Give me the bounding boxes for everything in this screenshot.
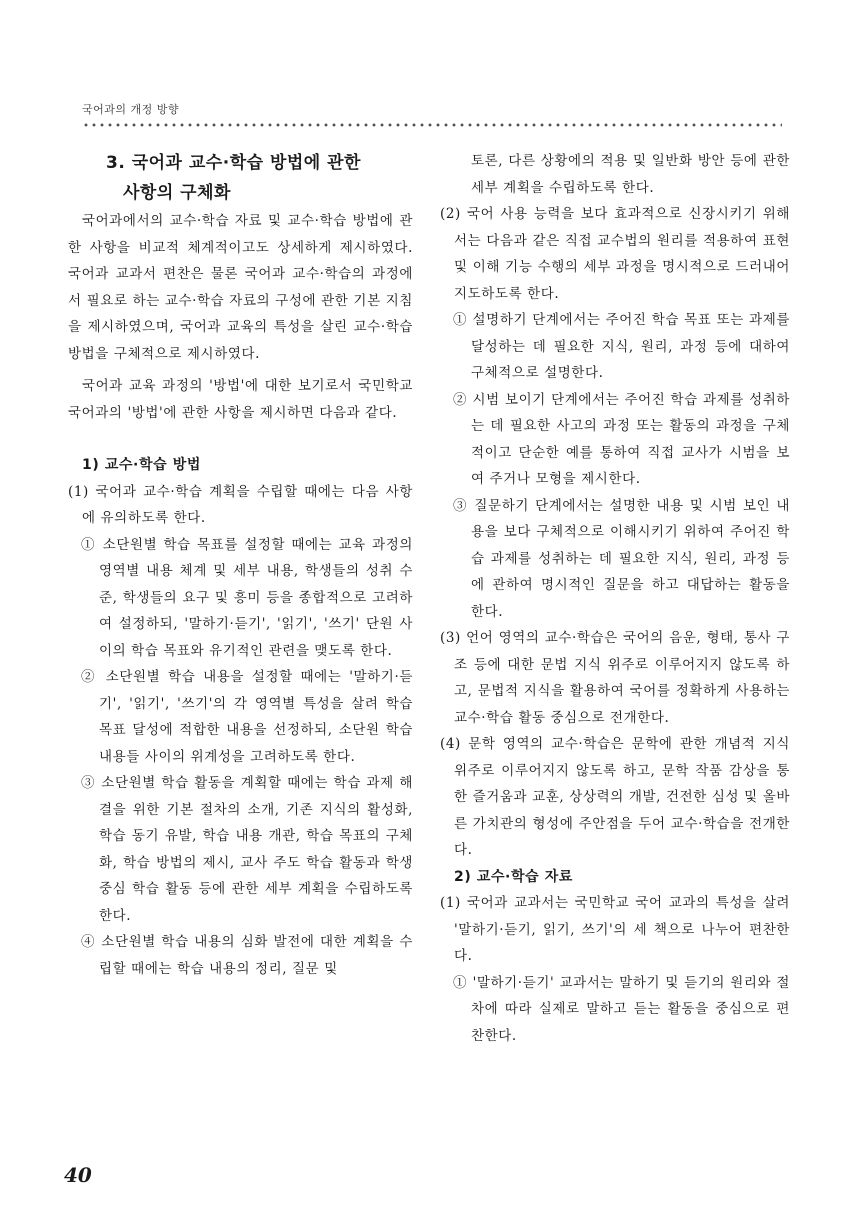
section-title-line2: 사항의 구체화 [123, 183, 231, 203]
running-head: 국어과의 개정 방향 [82, 103, 180, 116]
list-item: ② 시범 보이기 단계에서는 주어진 학습 과제를 성취하는 데 필요한 사고의 과정 또는 활동의 과정을 구체적이고 단순한 예를 통하여 직접 교사가 시범을 보여 주거나 모형을 제시한다. [453, 391, 790, 487]
list-item: (1) 국어과 교과서는 국민학교 국어 교과의 특성을 살려 '말하기·듣기, 읽기, 쓰기'의 세 책으로 나누어 편찬한다. [440, 895, 790, 964]
list-item: ① '말하기·듣기' 교과서는 말하기 및 듣기의 원리와 절차에 따라 실제로 말하고 듣는 활동을 중심으로 편찬한다. [453, 974, 790, 1044]
list-item: ③ 소단원별 학습 활동을 계획할 때에는 학습 과제 해결을 위한 기본 절차의 소개, 기존 지식의 활성화, 학습 동기 유발, 학습 내용 개관, 학습 목표의 구체화, 학습 방법의 제시, 교사 주도 학습 활동과 학생 중심 학습 활동 등에 관한 세부 계획을 수립하도록 한다. [81, 775, 413, 924]
list-item: (1) 국어과 교수·학습 계획을 수립할 때에는 다음 사항에 유의하도록 한다. [68, 483, 413, 526]
list-item: ② 소단원별 학습 내용을 설정할 때에는 '말하기·듣기', '읽기', '쓰기'의 각 영역별 특성을 살려 학습 목표 달성에 적합한 내용을 선정하되, 소단원 학습 내용들 사이의 위계성을 고려하도록 한다. [81, 669, 413, 765]
list-item: (4) 문학 영역의 교수·학습은 문학에 관한 개념적 지식 위주로 이루어지지 않도록 하고, 문학 작품 감상을 통한 즐거움과 교훈, 상상력의 개발, 건전한 심성 및 올바른 가치관의 형성에 주안점을 두어 교수·학습을 전개한다. [440, 736, 790, 858]
right-column [440, 148, 790, 1049]
section-title [68, 148, 413, 208]
list-item-continued: 토론, 다른 상황에의 적용 및 일반화 방안 등에 관한 세부 계획을 수립하도록 한다. [471, 153, 790, 196]
paragraph-method-example: 국어과 교육 과정의 '방법'에 대한 보기로서 국민학교 국어과의 '방법'에 관한 사항을 제시하면 다음과 같다. [68, 378, 413, 421]
page-number: 40 [64, 1163, 92, 1187]
header-dotted-rule [82, 122, 782, 128]
list-item: ④ 소단원별 학습 내용의 심화 발전에 대한 계획을 수립할 때에는 학습 내용의 정리, 질문 및 [81, 934, 413, 977]
list-item: ③ 질문하기 단계에서는 설명한 내용 및 시범 보인 내용을 보다 구체적으로 이해시키기 위하여 주어진 학습 과제를 성취하는 데 필요한 지식, 원리, 과정 등에 관하여 명시적인 질문을 하고 대답하는 활동을 한다. [453, 497, 790, 620]
subheading-teaching-methods: 1) 교수·학습 방법 [82, 457, 201, 473]
list-item: ① 설명하기 단계에서는 주어진 학습 목표 또는 과제를 달성하는 데 필요한 지식, 원리, 과정 등에 대하여 구체적으로 설명한다. [453, 312, 790, 381]
list-item: (3) 언어 영역의 교수·학습은 국어의 음운, 형태, 통사 구조 등에 대한 문법 지식 위주로 이루어지지 않도록 하고, 문법적 지식을 활용하여 국어를 정확하게 사용하는 교수·학습 활동 중심으로 전개한다. [440, 630, 790, 726]
subheading-teaching-materials: 2) 교수·학습 자료 [454, 868, 573, 885]
paragraph-intro: 국어과에서의 교수·학습 자료 및 교수·학습 방법에 관한 사항을 비교적 체계적이고도 상세하게 제시하였다. 국어과 교과서 편찬은 물론 국어과 교수·학습의 과정에서 필요로 하는 교수·학습 자료의 구성에 관한 기본 지침을 제시하였으며, 국어과 교육의 특성을 살린 교수·학습 방법을 구체적으로 제시하였다. [68, 213, 413, 362]
list-item: (2) 국어 사용 능력을 보다 효과적으로 신장시키기 위해서는 다음과 같은 직접 교수법의 원리를 적용하여 표현 및 이해 기능 수행의 세부 과정을 명시적으로 드러내어 지도하도록 한다. [440, 206, 790, 302]
list-item: ① 소단원별 학습 목표를 설정할 때에는 교육 과정의 영역별 내용 체계 및 세부 내용, 학생들의 성취 수준, 학생들의 요구 및 흥미 등을 종합적으로 고려하여 설정하되, '말하기·듣기', '읽기', '쓰기' 단원 사이의 학습 목표와 유기적인 관련을 맺도록 한다. [81, 536, 413, 659]
section-title-line1: 3. 국어과 교수·학습 방법에 관한 [106, 153, 361, 173]
left-column [68, 148, 413, 982]
